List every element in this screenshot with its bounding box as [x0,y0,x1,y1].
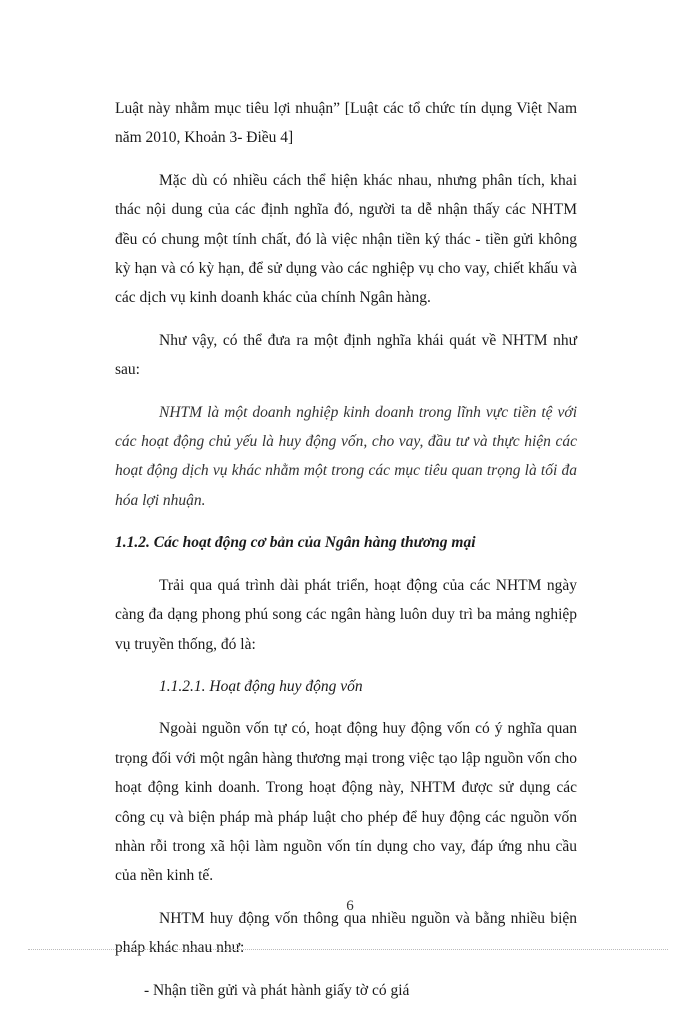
section-heading: 1.1.2. Các hoạt động cơ bản của Ngân hàng thương mại [115,534,476,552]
paragraph-citation: Luật này nhằm mục tiêu lợi nhuận” [Luật các tổ chức tín dụng Việt Nam năm 2010, Khoản 3- Điều 4] [115,100,577,147]
subsection-heading: 1.1.2.1. Hoạt động huy động vốn [159,677,363,695]
paragraph-mobilization-methods: NHTM huy động vốn thông qua nhiều nguồn và bằng nhiều biện pháp khác nhau như: [115,909,577,957]
bullet-item-deposits: - Nhận tiền gửi và phát hành giấy tờ có giá [144,981,410,999]
paragraph-definition-intro: Như vậy, có thể đưa ra một định nghĩa khái quát về NHTM như sau: [115,331,577,379]
document-body [115,94,577,1018]
paragraph-capital-mobilization: Ngoài nguồn vốn tự có, hoạt động huy động vốn có ý nghĩa quan trọng đối với một ngân hàng thương mại trong việc tạo lập nguồn vốn cho hoạt động kinh doanh. Trong hoạt động này, NHTM được sử dụng các công cụ và biện pháp mà pháp luật cho phép để huy động các nguồn vốn nhàn rỗi trong xã hội làm nguồn vốn tín dụng cho vay, đáp ứng nhu cầu của nền kinh tế. [115,720,577,885]
page-bottom-divider [28,949,668,950]
paragraph-activities-intro: Trải qua quá trình dài phát triển, hoạt động của các NHTM ngày càng đa dạng phong phú song các ngân hàng luôn duy trì ba mảng nghiệp vụ truyền thống, đó là: [115,576,577,653]
paragraph-common-feature: Mặc dù có nhiều cách thể hiện khác nhau, nhưng phân tích, khai thác nội dung của các định nghĩa đó, người ta dễ nhận thấy các NHTM đều có chung một tính chất, đó là việc nhận tiền ký thác - tiền gửi không kỳ hạn và có kỳ hạn, để sử dụng vào các nghiệp vụ cho vay, chiết khấu và các dịch vụ kinh doanh khác của chính Ngân hàng. [115,171,577,307]
page-number: 6 [346,898,354,914]
paragraph-definition: NHTM là một doanh nghiệp kinh doanh trong lĩnh vực tiền tệ với các hoạt động chủ yếu là huy động vốn, cho vay, đầu tư và thực hiện các hoạt động dịch vụ khác nhằm một trong các mục tiêu quan trọng là tối đa hóa lợi nhuận. [115,403,577,509]
